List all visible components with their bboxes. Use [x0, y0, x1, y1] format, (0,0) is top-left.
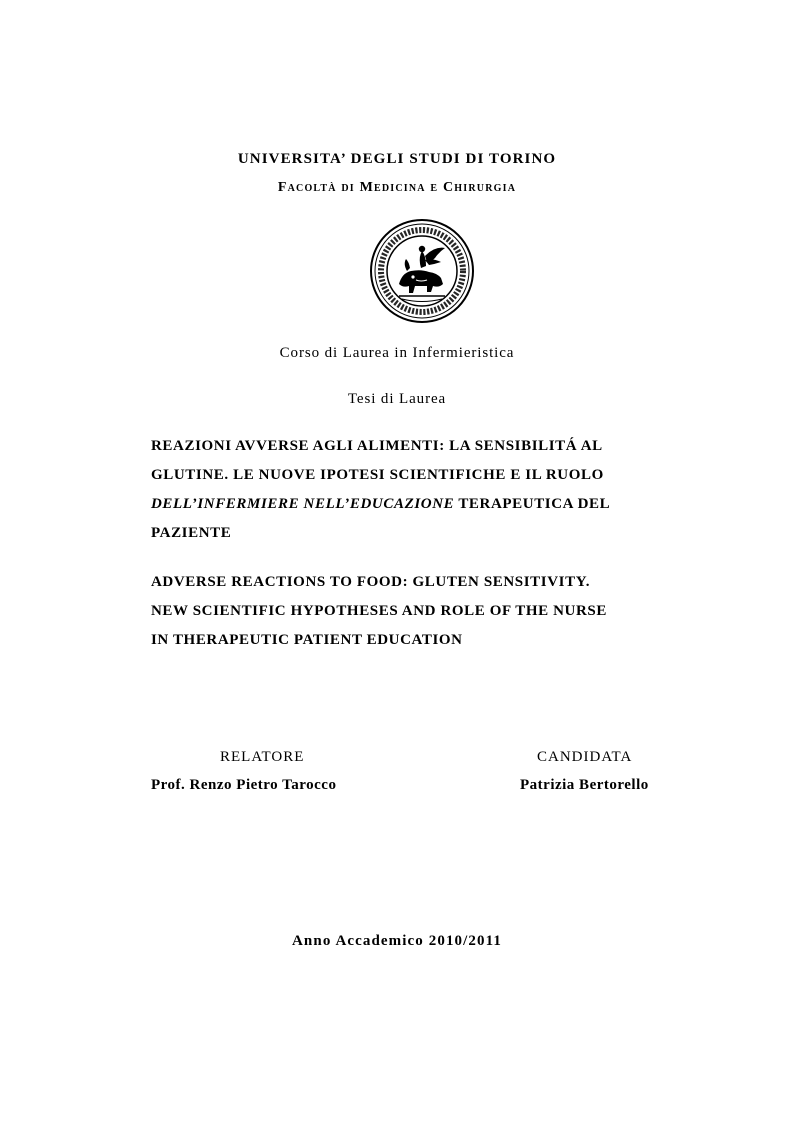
faculty-name: Facoltà di Medicina e Chirurgia — [277, 180, 517, 195]
candidate-name: Patrizia Bertorello — [520, 777, 649, 793]
title-italian-line-3-rest: TERAPEUTICA DEL — [454, 496, 611, 512]
title-english-line-3: IN THERAPEUTIC PATIENT EDUCATION — [151, 632, 463, 648]
title-italian-line-3-italic: DELL’INFERMIERE NELL’EDUCAZIONE — [151, 496, 455, 512]
degree-course: Corso di Laurea in Infermieristica — [279, 345, 515, 361]
title-english-line-1: ADVERSE REACTIONS TO FOOD: GLUTEN SENSITIVITY. — [151, 574, 591, 590]
supervisor-name: Prof. Renzo Pietro Tarocco — [151, 777, 337, 793]
title-italian-line-2: GLUTINE. LE NUOVE IPOTESI SCIENTIFICHE E IL RUOLO — [151, 467, 604, 483]
title-italian-line-1: REAZIONI AVVERSE AGLI ALIMENTI: LA SENSIBILITÁ AL — [151, 438, 603, 454]
thesis-title-english — [151, 568, 691, 655]
thesis-type: Tesi di Laurea — [347, 391, 447, 407]
academic-year: Anno Accademico 2010/2011 — [292, 933, 502, 949]
title-english-line-2: NEW SCIENTIFIC HYPOTHESES AND ROLE OF THE NURSE — [151, 603, 607, 619]
supervisor-role-label: RELATORE — [220, 749, 305, 765]
candidate-role-label: CANDIDATA — [537, 749, 633, 765]
thesis-title-italian — [151, 432, 691, 548]
title-italian-line-3 — [151, 490, 691, 519]
title-italian-line-4: PAZIENTE — [151, 525, 232, 541]
university-name: UNIVERSITA’ DEGLI STUDI DI TORINO — [237, 151, 557, 167]
university-seal-icon — [369, 218, 475, 324]
